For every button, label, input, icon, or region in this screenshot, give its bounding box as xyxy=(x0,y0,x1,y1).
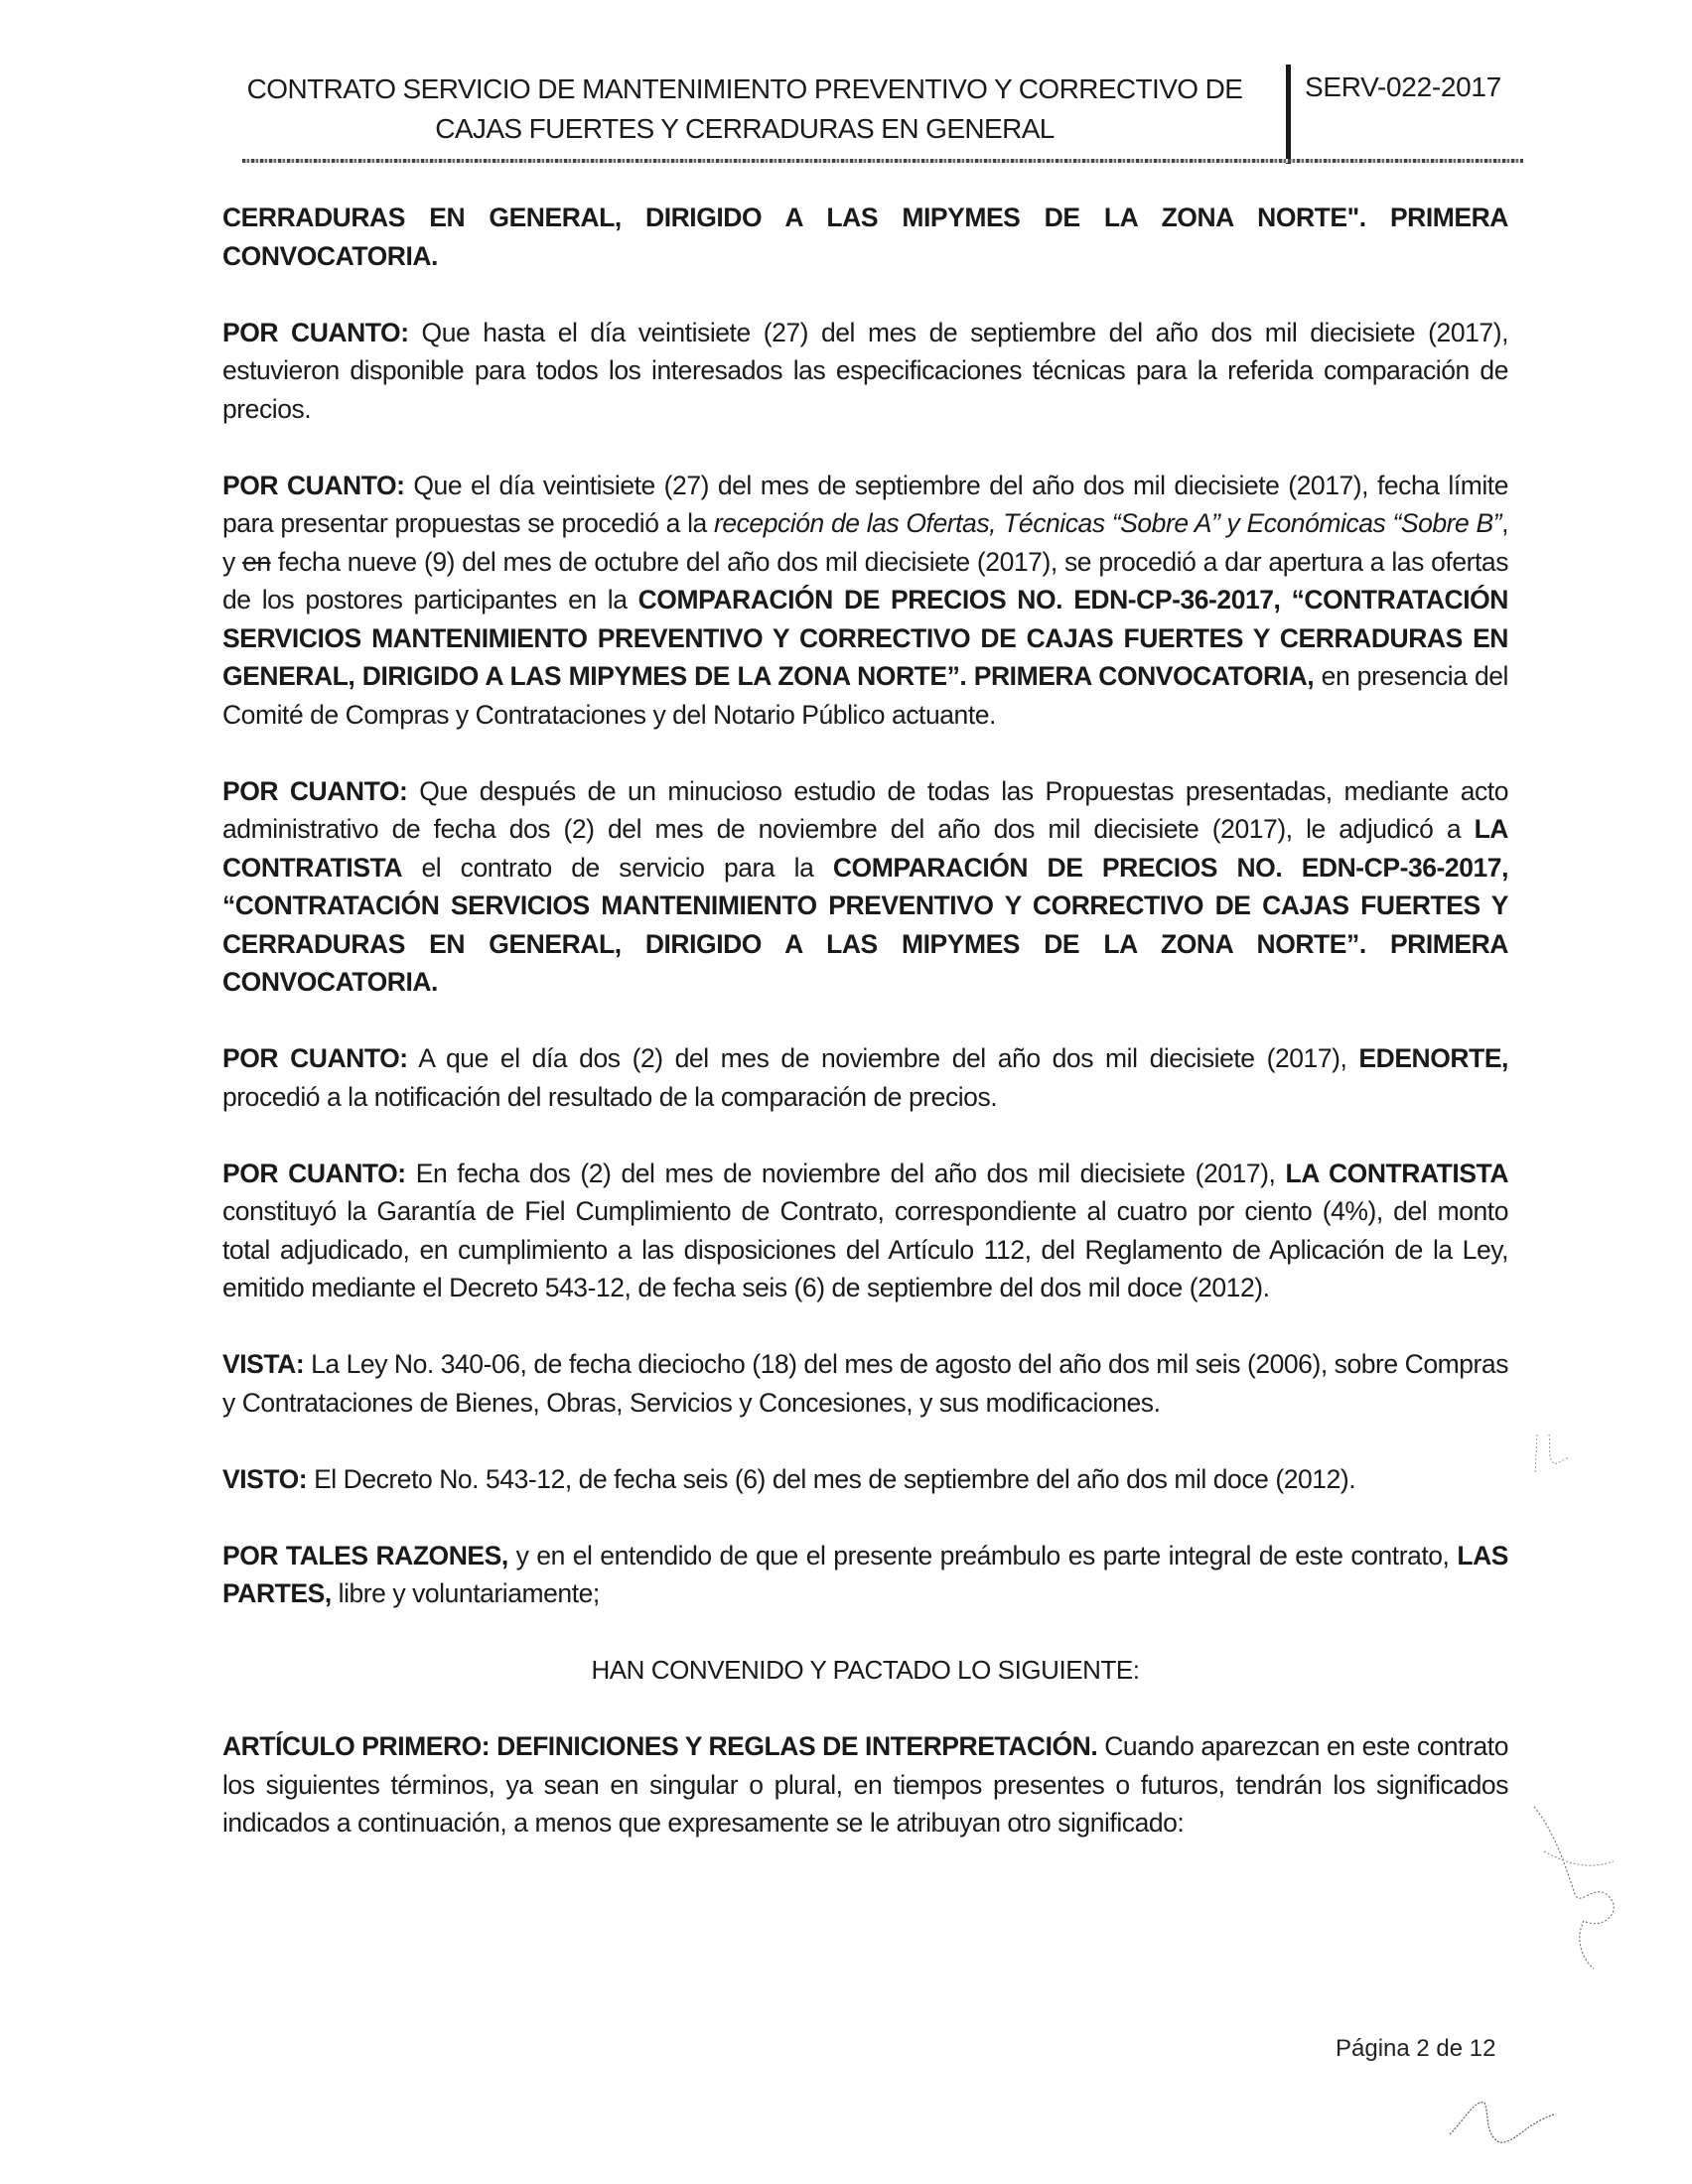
header-title-line-1: CONTRATO SERVICIO DE MANTENIMIENTO PREVENTIVO Y CORRECTIVO DE xyxy=(246,73,1243,104)
paragraph-text: en presencia del Comité de Compras y Contrataciones y del Notario Público actuante. xyxy=(222,661,1508,730)
paragraph-lead: POR CUANTO: xyxy=(222,775,408,806)
header-divider xyxy=(1286,65,1291,164)
paragraph-continuation xyxy=(222,199,1508,275)
bold-text: COMPARACIÓN DE PRECIOS NO. EDN-CP-36-2017, “CONTRATACIÓN SERVICIOS MANTENIMIENTO PREVENTIVO Y CORRECTIVO DE CAJAS FUERTES Y CERRADURAS EN GENERAL, DIRIGIDO A LAS MIPYMES DE LA ZONA NORTE”. PRIMERA CONVOCATORIA. xyxy=(222,852,1508,997)
paragraph-text: La Ley No. 340-06, de fecha dieciocho (18) del mes de agosto del año dos mil seis (2006), sobre Compras y Contrataciones de Bienes, Obras, Servicios y Concesiones, y sus modificaciones. xyxy=(222,1349,1508,1418)
paragraph-text: fecha nueve (9) del mes de octubre del año dos mil diecisiete (2017), se procedió a dar apertura a las ofertas de los postores participantes en la xyxy=(222,546,1508,614)
header-rule xyxy=(242,159,1523,163)
contract-code: SERV-022-2017 xyxy=(1305,71,1501,102)
margin-initials-mark xyxy=(1529,1430,1589,1479)
paragraph-lead: ARTÍCULO PRIMERO: DEFINICIONES Y REGLAS DE INTERPRETACIÓN. xyxy=(222,1731,1098,1761)
bold-text: CERRADURAS EN GENERAL, DIRIGIDO A LAS MIPYMES DE LA ZONA NORTE". PRIMERA CONVOCATORIA. xyxy=(222,203,1508,271)
bold-text: LA CONTRATISTA xyxy=(1285,1158,1509,1188)
paragraph-lead: POR CUANTO: xyxy=(222,470,405,500)
paragraph-visto xyxy=(222,1460,1508,1499)
paragraph-lead: POR CUANTO: xyxy=(222,1158,406,1188)
italic-text: recepción de las Ofertas, Técnicas “Sobre A” y Económicas “Sobre B” xyxy=(713,508,1502,538)
paragraph-por-cuanto-4 xyxy=(222,1039,1508,1116)
paragraph-text: libre y voluntariamente; xyxy=(331,1578,600,1608)
signature-footer-mark xyxy=(1445,2095,1564,2154)
paragraph-articulo-primero xyxy=(222,1727,1508,1843)
bold-text: COMPARACIÓN DE PRECIOS NO. EDN-CP-36-2017, “CONTRATACIÓN SERVICIOS MANTENIMIENTO PREVENTIVO Y CORRECTIVO DE CAJAS FUERTES Y CERRADURAS EN GENERAL, DIRIGIDO A LAS MIPYMES DE LA ZONA NORTE”. PRIMERA CONVOCATORIA, xyxy=(222,585,1508,691)
paragraph-lead: POR CUANTO: xyxy=(222,1043,408,1073)
page-number: Página 2 de 12 xyxy=(1336,2035,1496,2062)
section-heading: HAN CONVENIDO Y PACTADO LO SIGUIENTE: xyxy=(591,1655,1140,1685)
paragraph-lead: POR CUANTO: xyxy=(222,317,409,347)
paragraph-text: Que después de un minucioso estudio de todas las Propuestas presentadas, mediante acto administrativo de fecha dos (2) del mes de noviembre del año dos mil diecisiete (2017), le adjudicó a xyxy=(222,775,1508,844)
paragraph-por-cuanto-2 xyxy=(222,467,1508,735)
paragraph-lead: VISTO: xyxy=(222,1463,308,1494)
paragraph-text: Cuando aparezcan en este contrato los siguientes términos, ya sean en singular o plural, en tiempos presentes o futuros, tendrán los significados indicados a continuación, a menos que expresamente se le atribuyan otro significado: xyxy=(222,1731,1508,1838)
paragraph-text: procedió a la notificación del resultado de la comparación de precios. xyxy=(222,1081,998,1112)
bold-text: EDENORTE, xyxy=(1358,1043,1508,1073)
paragraph-text: En fecha dos (2) del mes de noviembre del año dos mil diecisiete (2017), xyxy=(405,1158,1286,1188)
paragraph-text: El Decreto No. 543-12, de fecha seis (6) del mes de septiembre del año dos mil doce (2012). xyxy=(307,1463,1356,1494)
struck-text: en xyxy=(242,546,271,577)
paragraph-por-cuanto-3 xyxy=(222,772,1508,1002)
document-header-title xyxy=(228,69,1261,149)
paragraph-text: A que el día dos (2) del mes de noviembre del año dos mil diecisiete (2017), xyxy=(407,1043,1359,1073)
paragraph-text: Que el día veintisiete (27) del mes de septiembre del año dos mil diecisiete (2017), fecha límite para presentar propuestas se procedió a la xyxy=(222,470,1508,538)
paragraph-text: constituyó la Garantía de Fiel Cumplimiento de Contrato, correspondiente al cuatro por ciento (4%), del monto total adjudicado, en cumplimiento a las disposiciones del Artículo 112, del Reglamento de Aplicación de la Ley, emitido mediante el Decreto 543-12, de fecha seis (6) de septiembre del dos mil doce (2012). xyxy=(222,1196,1508,1302)
paragraph-text: y en el entendido de que el presente preámbulo es parte integral de este contrato, xyxy=(507,1540,1458,1570)
header-title-line-2: CAJAS FUERTES Y CERRADURAS EN GENERAL xyxy=(435,113,1055,144)
paragraph-text: el contrato de servicio para la xyxy=(402,852,833,883)
paragraph-lead: VISTA: xyxy=(222,1349,305,1379)
paragraph-por-tales-razones xyxy=(222,1537,1508,1613)
paragraph-lead: POR TALES RAZONES, xyxy=(222,1540,508,1570)
paragraph-por-cuanto-1 xyxy=(222,314,1508,429)
paragraph-text: Que hasta el día veintisiete (27) del mes de septiembre del año dos mil diecisiete (2017), estuvieron disponible para todos los interesados las especificaciones técnicas para la referida comparación de precios. xyxy=(222,317,1508,424)
bold-text: LA CONTRATISTA xyxy=(222,814,1508,883)
paragraph-text: , y xyxy=(222,508,1508,577)
document-body xyxy=(222,199,1508,1880)
signature-initials-mark xyxy=(1524,1802,1633,1971)
bold-text: LAS PARTES, xyxy=(222,1540,1508,1608)
paragraph-vista xyxy=(222,1345,1508,1422)
paragraph-por-cuanto-5 xyxy=(222,1155,1508,1307)
